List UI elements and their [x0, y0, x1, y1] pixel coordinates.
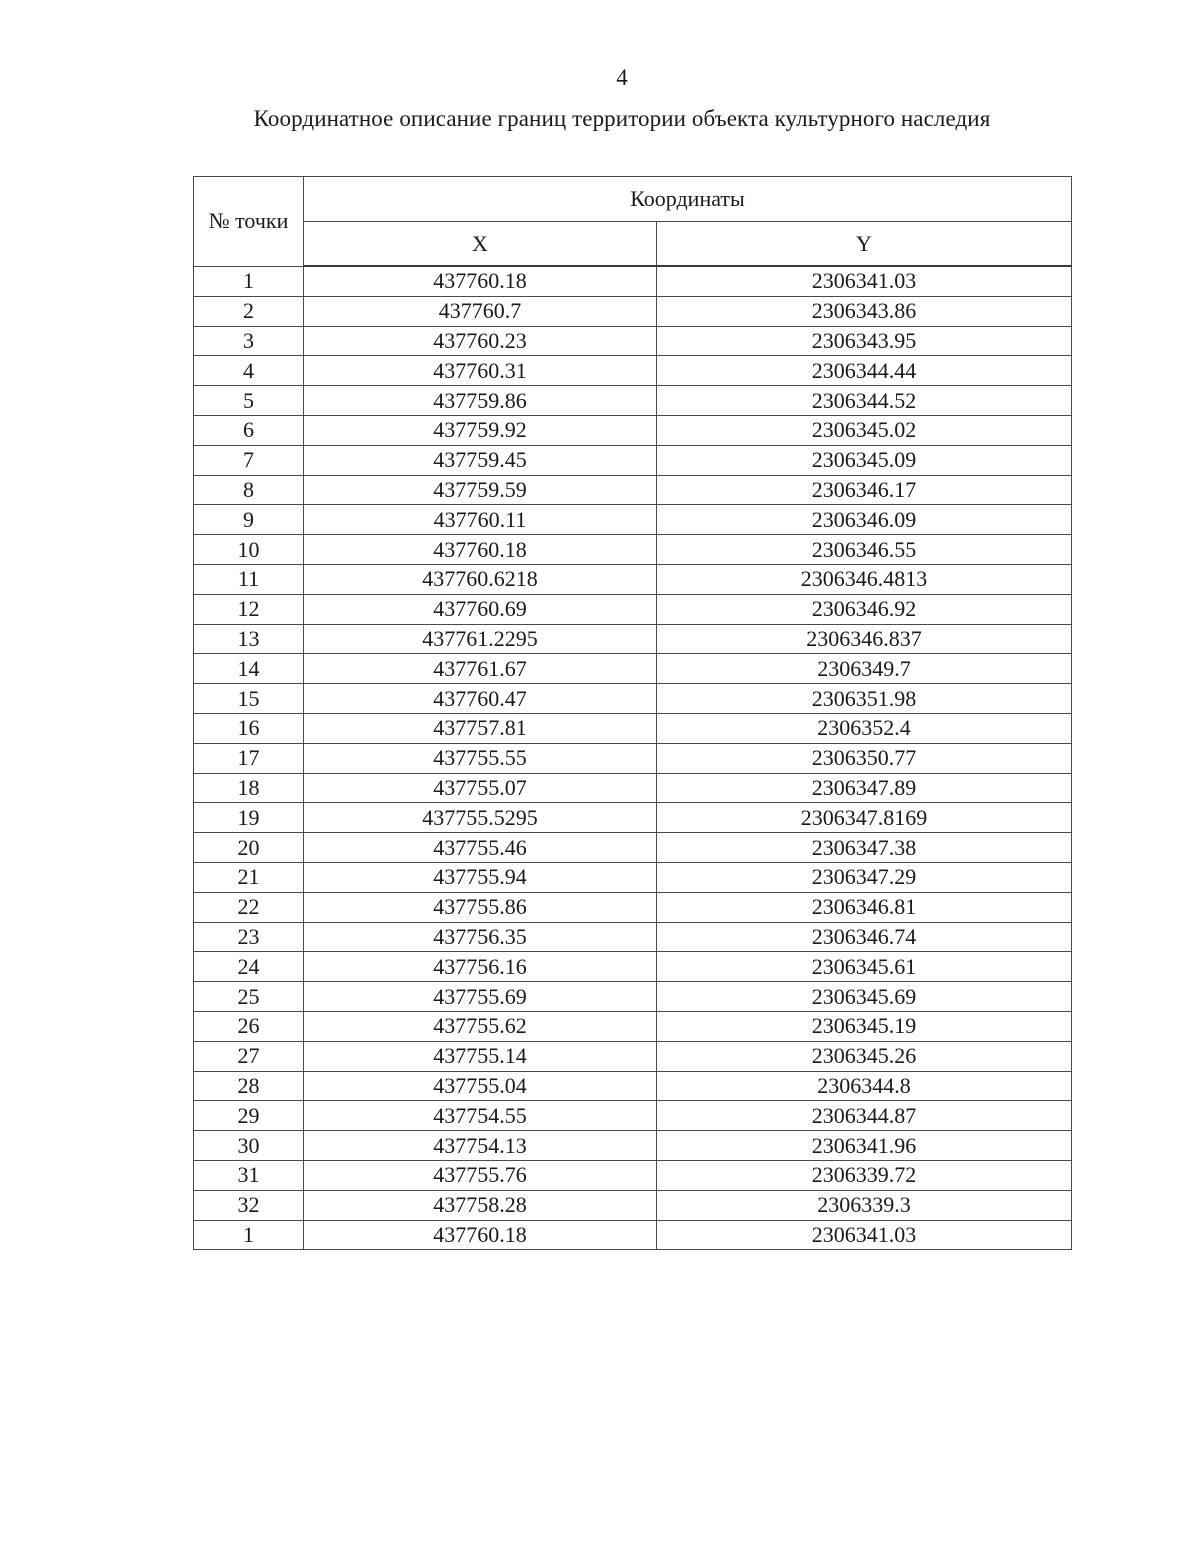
x-coordinate-cell: 437755.69: [304, 982, 657, 1012]
x-coordinate-cell: 437755.14: [304, 1041, 657, 1071]
y-coordinate-cell: 2306344.52: [657, 386, 1072, 416]
x-coordinate-cell: 437759.92: [304, 415, 657, 445]
y-coordinate-cell: 2306339.72: [657, 1160, 1072, 1190]
table-row: [194, 1071, 1072, 1101]
point-number-cell: 1: [194, 1220, 304, 1250]
table-row: [194, 296, 1072, 326]
point-number-cell: 23: [194, 922, 304, 952]
x-coordinate-cell: 437760.18: [304, 535, 657, 565]
table-row: [194, 1160, 1072, 1190]
y-coordinate-cell: 2306346.837: [657, 624, 1072, 654]
x-coordinate-cell: 437759.59: [304, 475, 657, 505]
point-number-cell: 28: [194, 1071, 304, 1101]
table-row: [194, 1041, 1072, 1071]
x-coordinate-cell: 437760.69: [304, 594, 657, 624]
table-row: [194, 922, 1072, 952]
table-row: [194, 266, 1072, 296]
y-coordinate-cell: 2306344.8: [657, 1071, 1072, 1101]
table-row: [194, 326, 1072, 356]
table-row: [194, 684, 1072, 714]
x-coordinate-cell: 437760.31: [304, 356, 657, 386]
y-coordinate-cell: 2306344.87: [657, 1101, 1072, 1131]
point-number-cell: 12: [194, 594, 304, 624]
y-coordinate-cell: 2306345.69: [657, 982, 1072, 1012]
x-coordinate-cell: 437760.18: [304, 266, 657, 296]
point-number-cell: 11: [194, 564, 304, 594]
x-coordinate-cell: 437756.16: [304, 952, 657, 982]
y-coordinate-cell: 2306346.4813: [657, 564, 1072, 594]
y-coordinate-cell: 2306346.81: [657, 892, 1072, 922]
point-number-cell: 29: [194, 1101, 304, 1131]
y-coordinate-cell: 2306346.17: [657, 475, 1072, 505]
y-coordinate-cell: 2306345.02: [657, 415, 1072, 445]
point-number-cell: 26: [194, 1011, 304, 1041]
y-coordinate-cell: 2306341.96: [657, 1131, 1072, 1161]
table-row: [194, 594, 1072, 624]
document-title: Координатное описание границ территории объекта культурного наследия: [253, 106, 991, 131]
table-row: [194, 803, 1072, 833]
point-number-cell: 16: [194, 713, 304, 743]
point-number-cell: 10: [194, 535, 304, 565]
y-coordinate-cell: 2306350.77: [657, 743, 1072, 773]
point-number-cell: 27: [194, 1041, 304, 1071]
table-row: [194, 1101, 1072, 1131]
x-coordinate-cell: 437760.47: [304, 684, 657, 714]
y-coordinate-cell: 2306347.38: [657, 833, 1072, 863]
y-coordinate-cell: 2306347.8169: [657, 803, 1072, 833]
y-coordinate-cell: 2306352.4: [657, 713, 1072, 743]
x-coordinate-cell: 437755.76: [304, 1160, 657, 1190]
point-number-cell: 9: [194, 505, 304, 535]
y-coordinate-cell: 2306343.95: [657, 326, 1072, 356]
table-row: [194, 475, 1072, 505]
point-number-cell: 19: [194, 803, 304, 833]
y-header: Y: [657, 222, 1072, 267]
point-number-cell: 18: [194, 773, 304, 803]
table-row: [194, 356, 1072, 386]
point-number-cell: 24: [194, 952, 304, 982]
x-coordinate-cell: 437756.35: [304, 922, 657, 952]
x-coordinate-cell: 437755.55: [304, 743, 657, 773]
table-row: [194, 1220, 1072, 1250]
y-coordinate-cell: 2306345.19: [657, 1011, 1072, 1041]
table-row: [194, 982, 1072, 1012]
table-row: [194, 773, 1072, 803]
table-row: [194, 833, 1072, 863]
point-number-cell: 7: [194, 445, 304, 475]
x-coordinate-cell: 437754.13: [304, 1131, 657, 1161]
x-coordinate-cell: 437757.81: [304, 713, 657, 743]
x-coordinate-cell: 437760.18: [304, 1220, 657, 1250]
point-number-cell: 4: [194, 356, 304, 386]
table-row: [194, 505, 1072, 535]
table-row: [194, 743, 1072, 773]
x-header: X: [304, 222, 657, 267]
point-number-cell: 8: [194, 475, 304, 505]
point-number-cell: 6: [194, 415, 304, 445]
table-body: [194, 266, 1072, 1250]
point-number-cell: 30: [194, 1131, 304, 1161]
x-coordinate-cell: 437760.6218: [304, 564, 657, 594]
table-row: [194, 386, 1072, 416]
y-coordinate-cell: 2306346.74: [657, 922, 1072, 952]
x-coordinate-cell: 437758.28: [304, 1190, 657, 1220]
point-number-cell: 21: [194, 862, 304, 892]
x-coordinate-cell: 437755.62: [304, 1011, 657, 1041]
y-coordinate-cell: 2306346.55: [657, 535, 1072, 565]
y-coordinate-cell: 2306351.98: [657, 684, 1072, 714]
table-row: [194, 564, 1072, 594]
point-number-cell: 22: [194, 892, 304, 922]
table-row: [194, 654, 1072, 684]
table-row: [194, 415, 1072, 445]
x-coordinate-cell: 437755.04: [304, 1071, 657, 1101]
x-coordinate-cell: 437759.86: [304, 386, 657, 416]
table-row: [194, 535, 1072, 565]
point-number-cell: 17: [194, 743, 304, 773]
y-coordinate-cell: 2306341.03: [657, 266, 1072, 296]
table-row: [194, 862, 1072, 892]
table-row: [194, 1131, 1072, 1161]
x-coordinate-cell: 437761.2295: [304, 624, 657, 654]
table-header: [194, 177, 1072, 267]
x-coordinate-cell: 437759.45: [304, 445, 657, 475]
x-coordinate-cell: 437754.55: [304, 1101, 657, 1131]
y-coordinate-cell: 2306349.7: [657, 654, 1072, 684]
y-coordinate-cell: 2306346.09: [657, 505, 1072, 535]
point-number-cell: 25: [194, 982, 304, 1012]
x-coordinate-cell: 437755.5295: [304, 803, 657, 833]
table-row: [194, 1190, 1072, 1220]
y-coordinate-cell: 2306347.29: [657, 862, 1072, 892]
table-row: [194, 952, 1072, 982]
y-coordinate-cell: 2306346.92: [657, 594, 1072, 624]
point-number-cell: 2: [194, 296, 304, 326]
point-number-cell: 1: [194, 266, 304, 296]
table-row: [194, 1011, 1072, 1041]
x-coordinate-cell: 437760.23: [304, 326, 657, 356]
table-row: [194, 624, 1072, 654]
coordinates-table: [193, 176, 1072, 1250]
point-number-cell: 15: [194, 684, 304, 714]
y-coordinate-cell: 2306345.09: [657, 445, 1072, 475]
point-number-header: № точки: [194, 177, 304, 267]
y-coordinate-cell: 2306345.26: [657, 1041, 1072, 1071]
x-coordinate-cell: 437755.94: [304, 862, 657, 892]
point-number-cell: 5: [194, 386, 304, 416]
point-number-cell: 32: [194, 1190, 304, 1220]
point-number-cell: 20: [194, 833, 304, 863]
y-coordinate-cell: 2306344.44: [657, 356, 1072, 386]
table-row: [194, 445, 1072, 475]
x-coordinate-cell: 437761.67: [304, 654, 657, 684]
y-coordinate-cell: 2306339.3: [657, 1190, 1072, 1220]
coordinates-header: Координаты: [304, 177, 1072, 222]
page-number: 4: [616, 65, 628, 90]
point-number-cell: 14: [194, 654, 304, 684]
x-coordinate-cell: 437760.11: [304, 505, 657, 535]
y-coordinate-cell: 2306341.03: [657, 1220, 1072, 1250]
point-number-cell: 31: [194, 1160, 304, 1190]
x-coordinate-cell: 437755.86: [304, 892, 657, 922]
x-coordinate-cell: 437760.7: [304, 296, 657, 326]
axis-header-row: [194, 222, 1072, 267]
point-number-cell: 3: [194, 326, 304, 356]
point-number-cell: 13: [194, 624, 304, 654]
x-coordinate-cell: 437755.07: [304, 773, 657, 803]
x-coordinate-cell: 437755.46: [304, 833, 657, 863]
y-coordinate-cell: 2306347.89: [657, 773, 1072, 803]
header-row: [194, 177, 1072, 222]
y-coordinate-cell: 2306345.61: [657, 952, 1072, 982]
table-row: [194, 892, 1072, 922]
y-coordinate-cell: 2306343.86: [657, 296, 1072, 326]
table-row: [194, 713, 1072, 743]
